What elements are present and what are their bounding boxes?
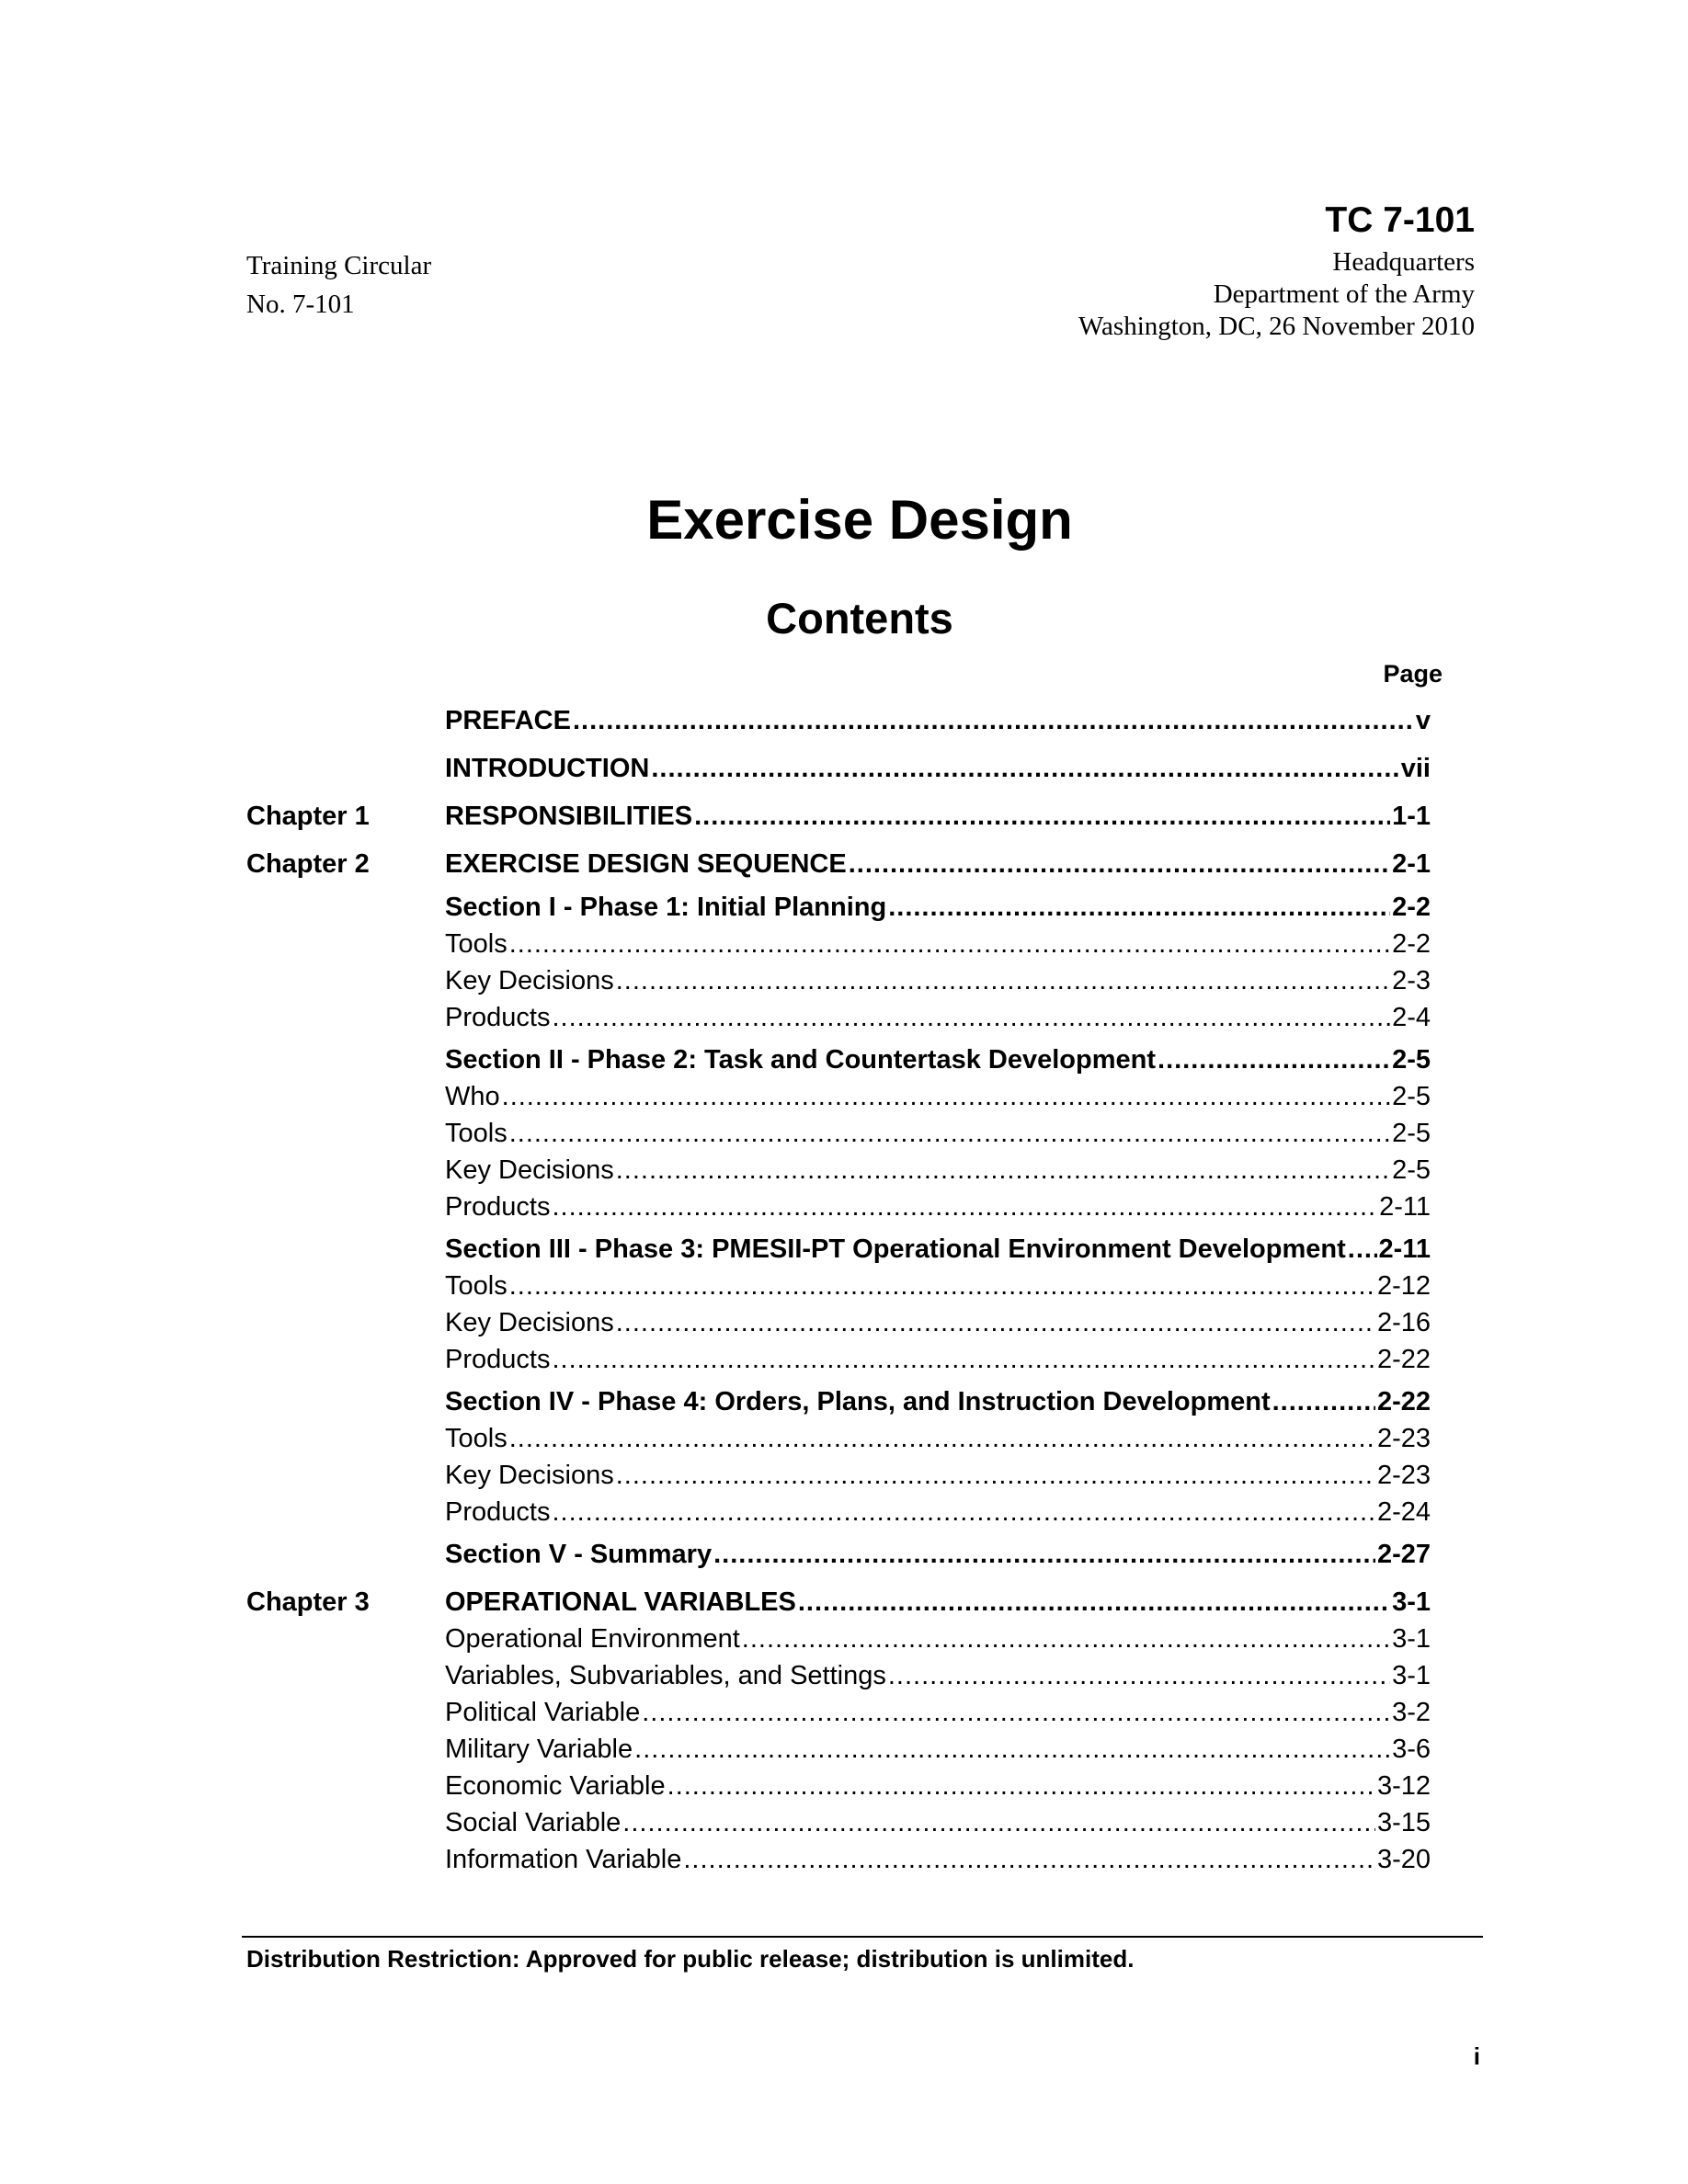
toc-entry-page: 2-11 (1379, 1192, 1431, 1222)
toc-row (246, 1584, 1431, 1621)
toc-entry[interactable] (445, 1420, 1431, 1457)
toc-entry[interactable] (445, 1584, 1431, 1621)
training-circular-label (246, 246, 431, 324)
toc-entry-page: 3-20 (1376, 1845, 1431, 1874)
dot-leader (742, 1621, 1390, 1657)
toc-entry[interactable] (445, 1694, 1431, 1731)
toc-entry-title: Key Decisions (445, 966, 614, 995)
toc-entry-title: Section V - Summary (445, 1540, 713, 1569)
toc-entry-title: OPERATIONAL VARIABLES (445, 1587, 796, 1617)
dot-leader (642, 1694, 1390, 1731)
toc-row (246, 1768, 1431, 1804)
toc-entry-page: 2-2 (1392, 929, 1431, 959)
toc-row (246, 1341, 1431, 1378)
toc-entry-page: 2-22 (1376, 1345, 1431, 1374)
dot-leader (616, 1304, 1375, 1341)
toc-row (246, 1657, 1431, 1694)
dot-leader (888, 1657, 1390, 1694)
toc-row (246, 1189, 1431, 1225)
toc-entry-title: Key Decisions (445, 1308, 614, 1337)
toc-entry[interactable] (445, 1731, 1431, 1768)
toc-entry[interactable] (445, 750, 1431, 787)
toc-entry[interactable] (445, 1041, 1431, 1078)
toc-entry-title: EXERCISE DESIGN SEQUENCE (445, 849, 847, 879)
toc-chapter-label: Chapter 3 (246, 1587, 370, 1617)
toc-entry-title: Operational Environment (445, 1624, 740, 1654)
toc-entry[interactable] (445, 1536, 1431, 1573)
toc-entry[interactable] (445, 798, 1431, 835)
toc-entry-title: Key Decisions (445, 1155, 614, 1185)
toc-entry[interactable] (445, 1494, 1431, 1530)
toc-entry-page: 1-1 (1392, 802, 1431, 831)
toc-entry-title: Economic Variable (445, 1771, 666, 1801)
department-line: Department of the Army (1213, 279, 1475, 309)
toc-entry[interactable] (445, 1152, 1431, 1189)
toc-entry-page: 2-4 (1392, 1003, 1431, 1032)
toc-entry-page: 2-1 (1392, 849, 1431, 879)
toc-entry[interactable] (445, 1657, 1431, 1694)
dot-leader (694, 798, 1390, 835)
toc-entry[interactable] (445, 1268, 1431, 1304)
toc-row (246, 962, 1431, 999)
toc-chapter-label: Chapter 2 (246, 849, 370, 879)
toc-entry-page: 2-23 (1376, 1424, 1431, 1453)
toc-row (246, 1731, 1431, 1768)
toc-entry-title: Section I - Phase 1: Initial Planning (445, 893, 887, 922)
dot-leader (1158, 1041, 1390, 1078)
document-title: Exercise Design (646, 489, 1073, 551)
toc-entry-title: Section IV - Phase 4: Orders, Plans, and Instruction Development (445, 1387, 1271, 1416)
toc-row (246, 1304, 1431, 1341)
toc-entry[interactable] (445, 999, 1431, 1036)
toc-row (246, 1383, 1431, 1420)
dot-leader (509, 926, 1390, 962)
toc-entry-page: 2-2 (1392, 893, 1431, 922)
page-number: i (1473, 2042, 1480, 2070)
toc-entry-title: Tools (445, 1424, 508, 1453)
toc-entry[interactable] (445, 1768, 1431, 1804)
toc-entry-title: Tools (445, 929, 508, 959)
toc-entry[interactable] (445, 846, 1431, 882)
toc-entry-page: 2-5 (1392, 1082, 1431, 1111)
footer-divider (242, 1936, 1483, 1938)
toc-row (246, 798, 1431, 835)
dot-leader (849, 846, 1390, 882)
toc-entry-title: Information Variable (445, 1845, 682, 1874)
toc-chapter-label: Chapter 1 (246, 802, 370, 831)
toc-row (246, 1536, 1431, 1573)
dot-leader (888, 889, 1390, 926)
toc-row (246, 1115, 1431, 1152)
toc-entry[interactable] (445, 926, 1431, 962)
dot-leader (634, 1731, 1390, 1768)
toc-entry[interactable] (445, 1189, 1431, 1225)
dot-leader (509, 1420, 1375, 1457)
publication-header (1078, 195, 1475, 343)
dot-leader (622, 1804, 1375, 1841)
toc-entry[interactable] (445, 1383, 1431, 1420)
toc-row (246, 999, 1431, 1036)
circular-number: No. 7-101 (246, 290, 355, 319)
toc-entry[interactable] (445, 962, 1431, 999)
toc-row (246, 1152, 1431, 1189)
dot-leader (552, 1494, 1375, 1530)
toc-entry[interactable] (445, 1304, 1431, 1341)
dot-leader (683, 1841, 1375, 1878)
toc-entry-page: v (1415, 706, 1431, 735)
dot-leader (651, 750, 1398, 787)
toc-entry[interactable] (445, 702, 1431, 739)
dot-leader (616, 962, 1390, 999)
toc-entry-page: 3-1 (1392, 1587, 1431, 1617)
toc-entry[interactable] (445, 889, 1431, 926)
toc-entry-title: INTRODUCTION (445, 754, 650, 783)
toc-entry[interactable] (445, 1804, 1431, 1841)
toc-entry-title: Tools (445, 1119, 508, 1148)
toc-row (246, 1494, 1431, 1530)
toc-entry-title: Tools (445, 1271, 508, 1301)
dot-leader (1272, 1383, 1375, 1420)
distribution-restriction: Distribution Restriction: Approved for public release; distribution is unlimited. (246, 1945, 1135, 1973)
toc-entry-page: 2-24 (1376, 1497, 1431, 1527)
dot-leader (1348, 1231, 1377, 1268)
dot-leader (616, 1152, 1390, 1189)
toc-entry-title: Variables, Subvariables, and Settings (445, 1661, 886, 1690)
toc-entry-title: Products (445, 1192, 551, 1222)
dot-leader (667, 1768, 1375, 1804)
toc-entry-page: 3-12 (1376, 1771, 1431, 1801)
toc-entry-title: Section II - Phase 2: Task and Countertask Development (445, 1045, 1157, 1075)
toc-row (246, 1420, 1431, 1457)
toc-row (246, 926, 1431, 962)
toc-entry-title: Military Variable (445, 1735, 633, 1764)
contents-heading: Contents (766, 594, 953, 643)
location-date-line: Washington, DC, 26 November 2010 (1078, 312, 1475, 341)
toc-row (246, 846, 1431, 882)
toc-entry-title: Social Variable (445, 1808, 622, 1837)
toc-entry-page: 2-11 (1378, 1234, 1431, 1264)
toc-entry-title: Section III - Phase 3: PMESII-PT Operational Environment Development (445, 1234, 1346, 1264)
dot-leader (509, 1268, 1375, 1304)
toc-entry-page: 2-16 (1376, 1308, 1431, 1337)
toc-row (246, 1078, 1431, 1115)
circular-type: Training Circular (246, 251, 432, 280)
toc-entry[interactable] (445, 1841, 1431, 1878)
toc-row (246, 702, 1431, 739)
dot-leader (552, 1341, 1375, 1378)
dot-leader (509, 1115, 1390, 1152)
toc-entry-page: 3-1 (1392, 1624, 1431, 1654)
toc-entry-page: 2-12 (1376, 1271, 1431, 1301)
toc-entry-page: 3-15 (1376, 1808, 1431, 1837)
toc-entry-page: 2-5 (1392, 1045, 1431, 1075)
toc-entry-title: Products (445, 1497, 551, 1527)
toc-entry[interactable] (445, 1115, 1431, 1152)
toc-entry-title: Political Variable (445, 1698, 641, 1727)
toc-entry-title: RESPONSIBILITIES (445, 802, 693, 831)
dot-leader (798, 1584, 1390, 1621)
toc-row (246, 750, 1431, 787)
toc-entry-page: 3-6 (1392, 1735, 1431, 1764)
toc-entry[interactable] (445, 1078, 1431, 1115)
toc-entry-page: 2-27 (1376, 1540, 1431, 1569)
document-number: TC 7-101 (1325, 200, 1475, 240)
toc-entry-title: Who (445, 1082, 500, 1111)
toc-entry-title: Products (445, 1345, 551, 1374)
toc-entry-page: 2-22 (1376, 1387, 1431, 1416)
toc-entry-page: 2-5 (1392, 1155, 1431, 1185)
toc-row (246, 1694, 1431, 1731)
dot-leader (552, 999, 1390, 1036)
toc-entry-title: Key Decisions (445, 1461, 614, 1490)
page-column-label: Page (1383, 660, 1443, 688)
toc-row (246, 1268, 1431, 1304)
toc-entry-page: 2-5 (1392, 1119, 1431, 1148)
toc-row (246, 1621, 1431, 1657)
toc-entry-page: 3-1 (1392, 1661, 1431, 1690)
toc-entry-title: Products (445, 1003, 551, 1032)
toc-row (246, 1804, 1431, 1841)
dot-leader (552, 1189, 1377, 1225)
dot-leader (713, 1536, 1375, 1573)
headquarters-line: Headquarters (1332, 247, 1475, 277)
toc-entry-page: vii (1400, 754, 1431, 783)
toc-entry-page: 2-23 (1376, 1461, 1431, 1490)
toc-row (246, 889, 1431, 926)
toc-entry-page: 2-3 (1392, 966, 1431, 995)
toc-row (246, 1231, 1431, 1268)
toc-entry-title: PREFACE (445, 706, 571, 735)
toc-entry[interactable] (445, 1341, 1431, 1378)
dot-leader (573, 702, 1414, 739)
toc-entry-page: 3-2 (1392, 1698, 1431, 1727)
toc-entry[interactable] (445, 1457, 1431, 1494)
toc-entry[interactable] (445, 1621, 1431, 1657)
toc-entry[interactable] (445, 1231, 1431, 1268)
toc-row (246, 1457, 1431, 1494)
dot-leader (502, 1078, 1390, 1115)
toc-row (246, 1041, 1431, 1078)
dot-leader (616, 1457, 1375, 1494)
toc-row (246, 1841, 1431, 1878)
